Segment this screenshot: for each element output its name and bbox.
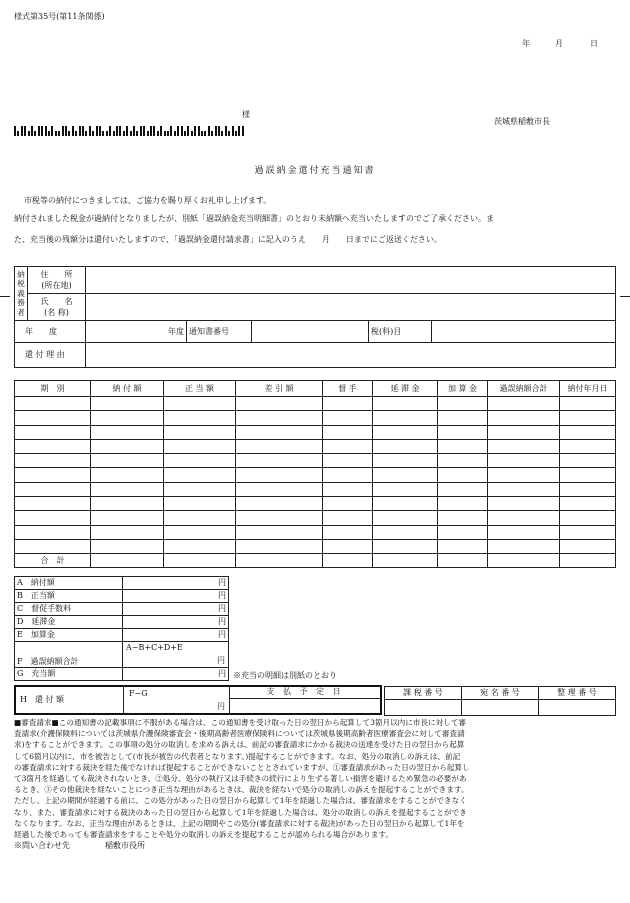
barcode-bar bbox=[119, 126, 121, 136]
detail-cell bbox=[373, 497, 438, 511]
detail-cell bbox=[560, 397, 616, 411]
detail-cell bbox=[164, 439, 236, 453]
detail-cell bbox=[560, 468, 616, 482]
detail-cell bbox=[15, 482, 91, 496]
barcode-bar bbox=[201, 131, 203, 136]
barcode-bar bbox=[126, 126, 128, 136]
header-correct-amount: 正 当 額 bbox=[164, 381, 236, 397]
barcode-bar bbox=[24, 126, 26, 136]
detail-cell bbox=[323, 482, 373, 496]
detail-row bbox=[15, 539, 616, 553]
barcode-bar bbox=[106, 131, 108, 136]
refund-label: H 還 付 額 bbox=[16, 687, 124, 713]
detail-cell bbox=[15, 511, 91, 525]
detail-cell bbox=[91, 497, 164, 511]
summary-row-a: A 納付額 円 bbox=[15, 577, 229, 590]
detail-cell bbox=[373, 425, 438, 439]
detail-cell bbox=[236, 482, 323, 496]
date-month-label: 月 bbox=[555, 39, 563, 48]
contact-label: ※問い合わせ先 bbox=[14, 841, 70, 850]
detail-cell bbox=[560, 539, 616, 553]
document-title: 過誤納金還付充当通知書 bbox=[254, 166, 376, 176]
barcode-bar bbox=[140, 126, 142, 136]
barcode-bar bbox=[75, 131, 77, 136]
detail-total-row bbox=[15, 554, 616, 568]
header-reminder-fee: 督 手 bbox=[323, 381, 373, 397]
barcode-bar bbox=[31, 126, 33, 136]
detail-cell bbox=[236, 511, 323, 525]
barcode-bar bbox=[187, 126, 189, 136]
name-label: 氏 名 (名 称) bbox=[28, 294, 86, 321]
detail-cell bbox=[488, 411, 560, 425]
detail-row bbox=[15, 511, 616, 525]
barcode-bar bbox=[204, 131, 206, 136]
barcode-bar bbox=[62, 126, 64, 136]
notice-number-value bbox=[252, 321, 369, 343]
body-text-line1: 納付されました税金が過納付となりましたが、別紙「過誤納金充当明細書」のとおり未納額へ充当いたしますのでご了承ください。ま bbox=[14, 214, 494, 223]
detail-cell bbox=[91, 425, 164, 439]
barcode-bar bbox=[211, 131, 213, 136]
detail-row bbox=[15, 468, 616, 482]
detail-cell bbox=[323, 454, 373, 468]
barcode-bar bbox=[191, 131, 193, 136]
summary-row-c: C 督促手数料 円 bbox=[15, 603, 229, 616]
total-label: 合 計 bbox=[15, 554, 91, 568]
refund-box bbox=[14, 685, 382, 715]
header-difference: 差 引 額 bbox=[236, 381, 323, 397]
detail-row bbox=[15, 497, 616, 511]
taxpayer-side-label: 納 税 義 務 者 bbox=[15, 267, 28, 321]
tax-item-label: 税(科)目 bbox=[369, 321, 432, 343]
detail-cell bbox=[438, 439, 488, 453]
detail-cell bbox=[488, 525, 560, 539]
detail-cell bbox=[91, 439, 164, 453]
detail-cell bbox=[236, 411, 323, 425]
header-period: 期 別 bbox=[15, 381, 91, 397]
barcode-bar bbox=[153, 126, 155, 136]
detail-cell bbox=[164, 411, 236, 425]
detail-cell bbox=[488, 482, 560, 496]
body-text-line2: た、充当後の残額分は還付いたしますので、「過誤納金還付請求書」に記入のうえ 月 日までにご返送ください。 bbox=[14, 235, 442, 244]
addressee-number-value bbox=[462, 700, 539, 716]
notice-line: なくなります。なお、正当な理由があるときは、上記の期間やこの処分(審査請求に対する裁決)があった日の翌日から起算して1年を bbox=[14, 818, 465, 828]
barcode-bar bbox=[181, 126, 183, 136]
detail-cell bbox=[15, 497, 91, 511]
date-day-label: 日 bbox=[590, 39, 598, 48]
detail-cell bbox=[373, 397, 438, 411]
detail-cell bbox=[164, 539, 236, 553]
detail-cell bbox=[560, 497, 616, 511]
notice-line: るとき、③その他裁決を経ないことにつき正当な理由があるときは、裁決を経ないで処分の取消しの訴えを提起することができます。 bbox=[14, 785, 469, 795]
barcode-bar bbox=[21, 126, 23, 136]
detail-cell bbox=[560, 454, 616, 468]
summary-row-g: G 充当額 円 bbox=[15, 668, 229, 681]
fiscal-year-label: 年 度 bbox=[15, 321, 86, 343]
detail-cell bbox=[164, 425, 236, 439]
detail-cell bbox=[164, 525, 236, 539]
barcode-bar bbox=[38, 126, 40, 136]
detail-cell bbox=[91, 539, 164, 553]
detail-cell bbox=[373, 482, 438, 496]
barcode-bar bbox=[48, 131, 50, 136]
payment-plan-label: 支 払 予 定 日 bbox=[230, 687, 380, 699]
barcode-bar bbox=[113, 131, 115, 136]
detail-cell bbox=[15, 525, 91, 539]
barcode-bar bbox=[218, 126, 220, 136]
reference-number-label: 整 理 番 号 bbox=[539, 687, 616, 700]
detail-cell bbox=[91, 397, 164, 411]
detail-cell bbox=[560, 482, 616, 496]
barcode-bar bbox=[17, 131, 19, 136]
barcode-bar bbox=[215, 126, 217, 136]
detail-cell bbox=[236, 397, 323, 411]
appeal-notice bbox=[14, 717, 618, 840]
refund-value-cell: F−G 円 bbox=[124, 687, 230, 713]
barcode-bar bbox=[157, 131, 159, 136]
name-value bbox=[86, 294, 616, 321]
detail-row bbox=[15, 454, 616, 468]
fold-mark-right bbox=[620, 296, 630, 297]
notice-line: の審査請求に対する裁決を経た後でなければ提起することができないこととされていますが、①審査請求があった日の翌日から起算し bbox=[14, 762, 470, 772]
detail-cell bbox=[15, 425, 91, 439]
date-year-label: 年 bbox=[522, 39, 530, 48]
detail-cell bbox=[236, 525, 323, 539]
detail-row bbox=[15, 482, 616, 496]
barcode-bar bbox=[177, 126, 179, 136]
barcode-bar bbox=[164, 131, 166, 136]
barcode-bar bbox=[109, 126, 111, 136]
barcode-bar bbox=[89, 126, 91, 136]
detail-cell bbox=[560, 425, 616, 439]
detail-cell bbox=[373, 439, 438, 453]
detail-row bbox=[15, 525, 616, 539]
barcode-bar bbox=[85, 131, 87, 136]
barcode-bar bbox=[79, 126, 81, 136]
detail-cell bbox=[438, 454, 488, 468]
detail-cell bbox=[488, 539, 560, 553]
notice-line: 経過した後であっても審査請求をすることや処分の取消しの訴えを提起することが認められる場合があります。 bbox=[14, 830, 393, 840]
form-number: 様式第35号(第11条関係) bbox=[14, 12, 105, 21]
barcode-bar bbox=[123, 131, 125, 136]
detail-cell bbox=[373, 525, 438, 539]
detail-cell bbox=[323, 468, 373, 482]
detail-cell bbox=[236, 497, 323, 511]
detail-cell bbox=[488, 468, 560, 482]
detail-cell bbox=[373, 511, 438, 525]
barcode-bar bbox=[45, 126, 47, 136]
detail-cell bbox=[15, 454, 91, 468]
detail-cell bbox=[488, 454, 560, 468]
summary-row-e: E 加算金 円 bbox=[15, 629, 229, 642]
detail-cell bbox=[91, 482, 164, 496]
tax-number-label: 課 税 番 号 bbox=[385, 687, 462, 700]
barcode-bar bbox=[99, 126, 101, 136]
detail-cell bbox=[15, 411, 91, 425]
detail-cell bbox=[488, 439, 560, 453]
barcode-bar bbox=[116, 126, 118, 136]
barcode-bar bbox=[194, 126, 196, 136]
customer-barcode bbox=[14, 116, 250, 136]
detail-cell bbox=[164, 397, 236, 411]
barcode-bar bbox=[102, 131, 104, 136]
detail-cell bbox=[323, 425, 373, 439]
header-additional: 加 算 金 bbox=[438, 381, 488, 397]
detail-cell bbox=[91, 468, 164, 482]
barcode-bar bbox=[184, 131, 186, 136]
detail-cell bbox=[164, 497, 236, 511]
detail-cell bbox=[560, 439, 616, 453]
detail-cell bbox=[164, 454, 236, 468]
barcode-bar bbox=[82, 126, 84, 136]
barcode-bar bbox=[147, 131, 149, 136]
barcode-bar bbox=[198, 126, 200, 136]
addressee-suffix: 様 bbox=[242, 110, 250, 119]
detail-cell bbox=[236, 439, 323, 453]
fiscal-year-unit: 年度 bbox=[86, 321, 187, 343]
addressee-number-label: 宛 名 番 号 bbox=[462, 687, 539, 700]
detail-cell bbox=[373, 539, 438, 553]
detail-cell bbox=[91, 525, 164, 539]
address-value bbox=[86, 267, 616, 294]
detail-header-row bbox=[15, 381, 616, 397]
barcode-bar bbox=[55, 131, 57, 136]
refund-reason-label: 還 付 理 由 bbox=[15, 343, 86, 368]
detail-cell bbox=[323, 511, 373, 525]
barcode-bar bbox=[41, 126, 43, 136]
refund-reason-value bbox=[86, 343, 616, 368]
summary-table bbox=[14, 576, 229, 681]
barcode-bar bbox=[228, 131, 230, 136]
barcode-bar bbox=[208, 126, 210, 136]
detail-cell bbox=[15, 468, 91, 482]
barcode-bar bbox=[232, 126, 234, 136]
detail-cell bbox=[438, 397, 488, 411]
notice-number-label: 通知書番号 bbox=[187, 321, 252, 343]
fold-mark-left bbox=[0, 296, 10, 297]
barcode-bar bbox=[133, 126, 135, 136]
detail-table bbox=[14, 380, 616, 568]
detail-cell bbox=[488, 511, 560, 525]
detail-cell bbox=[323, 525, 373, 539]
taxpayer-table bbox=[14, 266, 616, 368]
detail-cell bbox=[91, 411, 164, 425]
barcode-bar bbox=[72, 126, 74, 136]
tax-item-value bbox=[432, 321, 616, 343]
detail-row bbox=[15, 425, 616, 439]
detail-row bbox=[15, 439, 616, 453]
detail-cell bbox=[15, 397, 91, 411]
detail-cell bbox=[488, 425, 560, 439]
detail-cell bbox=[560, 525, 616, 539]
detail-cell bbox=[438, 525, 488, 539]
detail-cell bbox=[164, 468, 236, 482]
barcode-bar bbox=[150, 126, 152, 136]
barcode-bar bbox=[242, 126, 244, 136]
barcode-bar bbox=[34, 131, 36, 136]
detail-cell bbox=[373, 468, 438, 482]
barcode-bar bbox=[160, 126, 162, 136]
detail-cell bbox=[373, 454, 438, 468]
detail-row bbox=[15, 411, 616, 425]
contact-value: 稲敷市役所 bbox=[105, 841, 145, 850]
header-paid-amount: 納 付 額 bbox=[91, 381, 164, 397]
barcode-bar bbox=[167, 131, 169, 136]
notice-line: ■審査請求■この通知書の記載事項に不服がある場合は、この通知書を受け取った日の翌日から起算して3箇月以内に市長に対して審 bbox=[14, 718, 467, 727]
detail-cell bbox=[488, 397, 560, 411]
detail-cell bbox=[91, 511, 164, 525]
detail-cell bbox=[323, 539, 373, 553]
detail-cell bbox=[236, 539, 323, 553]
detail-cell bbox=[323, 497, 373, 511]
barcode-bar bbox=[28, 131, 30, 136]
detail-cell bbox=[438, 468, 488, 482]
greeting-text: 市税等の納付につきましては、ご協力を賜り厚くお礼申し上げます。 bbox=[24, 196, 272, 205]
barcode-bar bbox=[14, 126, 16, 136]
barcode-bar bbox=[143, 126, 145, 136]
reference-number-value bbox=[539, 700, 616, 716]
barcode-bar bbox=[92, 131, 94, 136]
detail-cell bbox=[438, 539, 488, 553]
barcode-bar bbox=[96, 126, 98, 136]
detail-cell bbox=[373, 411, 438, 425]
detail-cell bbox=[15, 539, 91, 553]
barcode-bar bbox=[130, 131, 132, 136]
notice-line: 求)をすることができます。この事項の処分の取消しを求める訴えは、前記の審査請求にかかる裁決の送達を受けた日の翌日から起算 bbox=[14, 740, 465, 750]
detail-cell bbox=[560, 411, 616, 425]
barcode-bar bbox=[221, 131, 223, 136]
detail-cell bbox=[236, 454, 323, 468]
address-label: 住 所 (所在地) bbox=[28, 267, 86, 294]
notice-line: て3箇月を経過しても裁決されないとき、②処分、処分の執行又は手続きの続行により生ずる著しい損害を避けるため緊急の必要があ bbox=[14, 774, 467, 784]
summary-row-d: D 延滞金 円 bbox=[15, 616, 229, 629]
detail-row bbox=[15, 397, 616, 411]
summary-row-b: B 正当額 円 bbox=[15, 590, 229, 603]
detail-cell bbox=[91, 454, 164, 468]
barcode-bar bbox=[238, 126, 240, 136]
detail-cell bbox=[164, 511, 236, 525]
barcode-bar bbox=[170, 126, 172, 136]
notice-line: 査請求(介護保険料については茨城県介護保険審査会・後期高齢者医療保険料については茨城県後期高齢者医療審査会に対して審査請 bbox=[14, 729, 465, 739]
detail-cell bbox=[236, 468, 323, 482]
detail-cell bbox=[488, 497, 560, 511]
barcode-bar bbox=[136, 131, 138, 136]
detail-cell bbox=[438, 425, 488, 439]
barcode-bar bbox=[65, 126, 67, 136]
reference-table bbox=[384, 686, 616, 716]
detail-cell bbox=[438, 511, 488, 525]
allocation-note: ※充当の明細は別紙のとおり bbox=[233, 671, 337, 680]
summary-row-f: F 過誤納額合計 A−B+C+D+E 円 bbox=[15, 642, 229, 668]
barcode-bar bbox=[174, 131, 176, 136]
detail-cell bbox=[438, 497, 488, 511]
barcode-bar bbox=[225, 126, 227, 136]
tax-number-value bbox=[385, 700, 462, 716]
detail-cell bbox=[323, 397, 373, 411]
detail-cell bbox=[560, 511, 616, 525]
header-payment-date: 納付年月日 bbox=[560, 381, 616, 397]
barcode-bar bbox=[51, 126, 53, 136]
notice-line: なり、また、審査請求に対する裁決のあった日の翌日から起算して1年を経過した場合は、処分の取消しの訴えを提起することができ bbox=[14, 807, 467, 817]
notice-line: ただし、上記の期間が経過する前に、この処分があった日の翌日から起算して1年を経過した場合は、審査請求をすることができなく bbox=[14, 796, 467, 806]
detail-cell bbox=[323, 439, 373, 453]
detail-cell bbox=[164, 482, 236, 496]
detail-cell bbox=[323, 411, 373, 425]
barcode-bar bbox=[58, 131, 60, 136]
barcode-bar bbox=[235, 131, 237, 136]
detail-cell bbox=[438, 482, 488, 496]
detail-cell bbox=[15, 439, 91, 453]
header-overpayment-total: 過誤納額合計 bbox=[488, 381, 560, 397]
barcode-bar bbox=[68, 131, 70, 136]
detail-cell bbox=[438, 411, 488, 425]
header-late-fee: 延 滞 金 bbox=[373, 381, 438, 397]
issuer-name: 茨城県稲敷市長 bbox=[494, 117, 550, 126]
detail-cell bbox=[236, 425, 323, 439]
notice-line: して6箇月以内に、市を被告として(市長が被告の代表者となります。)提起することができます。なお、処分の取消しの訴えは、前記 bbox=[14, 751, 461, 761]
